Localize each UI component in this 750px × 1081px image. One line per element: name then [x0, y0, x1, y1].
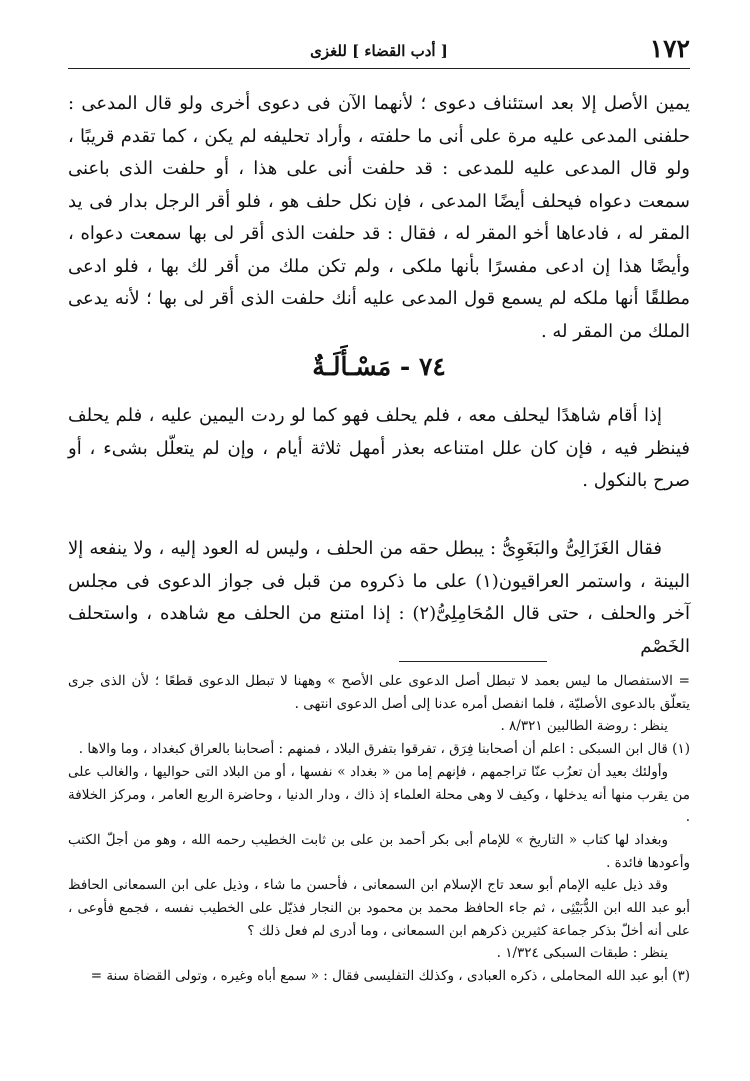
body-paragraph-3 — [68, 533, 690, 663]
page-number: ١٧٢ — [649, 34, 690, 63]
footnote-continuation: = الاستفصال ما ليس بعمد لا تبطل أصل الدعوى على الأصح » وههنا لا تبطل الدعوى قطعًا ؛ لأن الذى جرى يتعلّق بالدعوى الأصليّة ، فلما انفصل أمره عدنا إلى أصل الدعوى انتهى . — [68, 673, 690, 712]
paragraph-text: فقال الغَزَالِىُّ والبَغَوِىُّ : يبطل حقه من الحلف ، وليس له العود إليه ، ولا ينفعه إلا البينة ، واستمر العراقيون(١) على ما ذكروه من قبل فى جواز الدعوى فى مجلس آخر والحلف ، حتى قال المُحَامِلِىُّ(٢) : إذا امتنع من الحلف مع شاهده ، واستحلف الخَصْم — [68, 538, 690, 657]
body-paragraph-1 — [68, 88, 690, 348]
footnote-1-paragraph: وأولئك بعيد أن تعزُب عنّا تراجمهم ، فإنهم إما من « بغداد » نفسها ، أو من البلاد التى حواليها ، والغالب على من يقرب منها أنه يدخلها ، وكيف لا وهى محلة العلماء إذ ذاك ، ودار الدنيا ، وحاضرة الربع العامر ، ومركز الخلافة . — [68, 763, 690, 826]
footnote-reference: ينظر : روضة الطالبين ٨/٣٢١ . — [500, 718, 668, 735]
footnote-divider — [399, 661, 547, 662]
paragraph-text: إذا أقام شاهدًا ليحلف معه ، فلم يحلف فهو كما لو ردت اليمين عليه ، فلم يحلف فينظر فيه ، فإن كان علل امتناعه بعذر أمهل ثلاثة أيام ، وإن لم يتعلّل بشىء ، أو صرح بالنكول . — [68, 405, 690, 491]
paragraph-text: يمين الأصل إلا بعد استئناف دعوى ؛ لأنهما الآن فى دعوى أخرى ولو قال المدعى : حلفنى المدعى عليه مرة على أنى ما حلفته ، وأراد تحليفه لم يكن ، كما تقدم قريبًا ، ولو قال المدعى عليه للمدعى : قد حلفت أنى على هذا ، أو حلفت الذى باعنى سمعت دعواه فيحلف أيضًا المدعى ، فإن نكل حلف هو ، فلو أقر الرجل بدار فى يد المقر له ، فادعاها أخو المقر له ، فقال : قد حلفت الذى أقر لى بها سمعت دعواه ، وأيضًا هذا إن ادعى مفسرًا بأنها ملكى ، ولم تكن ملك من أقر لك بها ، فلو ادعى مطلقًا أنها ملكه لم يسمع قول المدعى عليه أنك حلفت الذى أقر لى بها ؛ لأنه يدعى الملك من المقر له . — [68, 93, 690, 342]
footnote-1-paragraph: وقد ذيل عليه الإمام أبو سعد تاج الإسلام ابن السمعانى ، فأحسن ما شاء ، وذيل على ابن السمعانى الحافظ أبو عبد الله ابن الدُّبَيْثِى ، ثم جاء الحافظ محمد بن محمود بن النجار فذيّل على الخطيب نفسه ، فجمع فأوعى ، على أنه أخلّ بذكر جماعة كثيرين ذكرهم ابن السمعانى ، وما أدرى لم فعل ذلك ؟ — [68, 877, 690, 939]
footnotes-section — [68, 670, 690, 988]
footnote-1-paragraph: وبغداد لها كتاب « التاريخ » للإمام أبى بكر أحمد بن على بن ثابت الخطيب رحمه الله ، وهو من أجلّ الكتب وأعودها فائدة . — [68, 831, 690, 871]
page-header — [68, 34, 690, 69]
footnote-2: (٣) أبو عبد الله المحاملى ، ذكره العبادى ، وكذلك التفليسى فقال : « سمع أباه وغيره ، وتولى القضاة سنة = — [90, 968, 690, 985]
section-heading: ٧٤ - مَسْـأَلَـةٌ — [312, 352, 446, 381]
running-title: [ أدب القضاء ] للغزى — [310, 42, 448, 60]
footnote-1: (١) قال ابن السبكى : اعلم أن أصحابنا فِرَق ، تفرقوا بتفرق البلاد ، فمنهم : أصحابنا بالعراق كبغداد ، وما والاها . — [78, 741, 690, 758]
body-paragraph-2 — [68, 400, 690, 498]
footnote-reference: ينظر : طبقات السبكى ١/٣٢٤ . — [496, 945, 668, 962]
